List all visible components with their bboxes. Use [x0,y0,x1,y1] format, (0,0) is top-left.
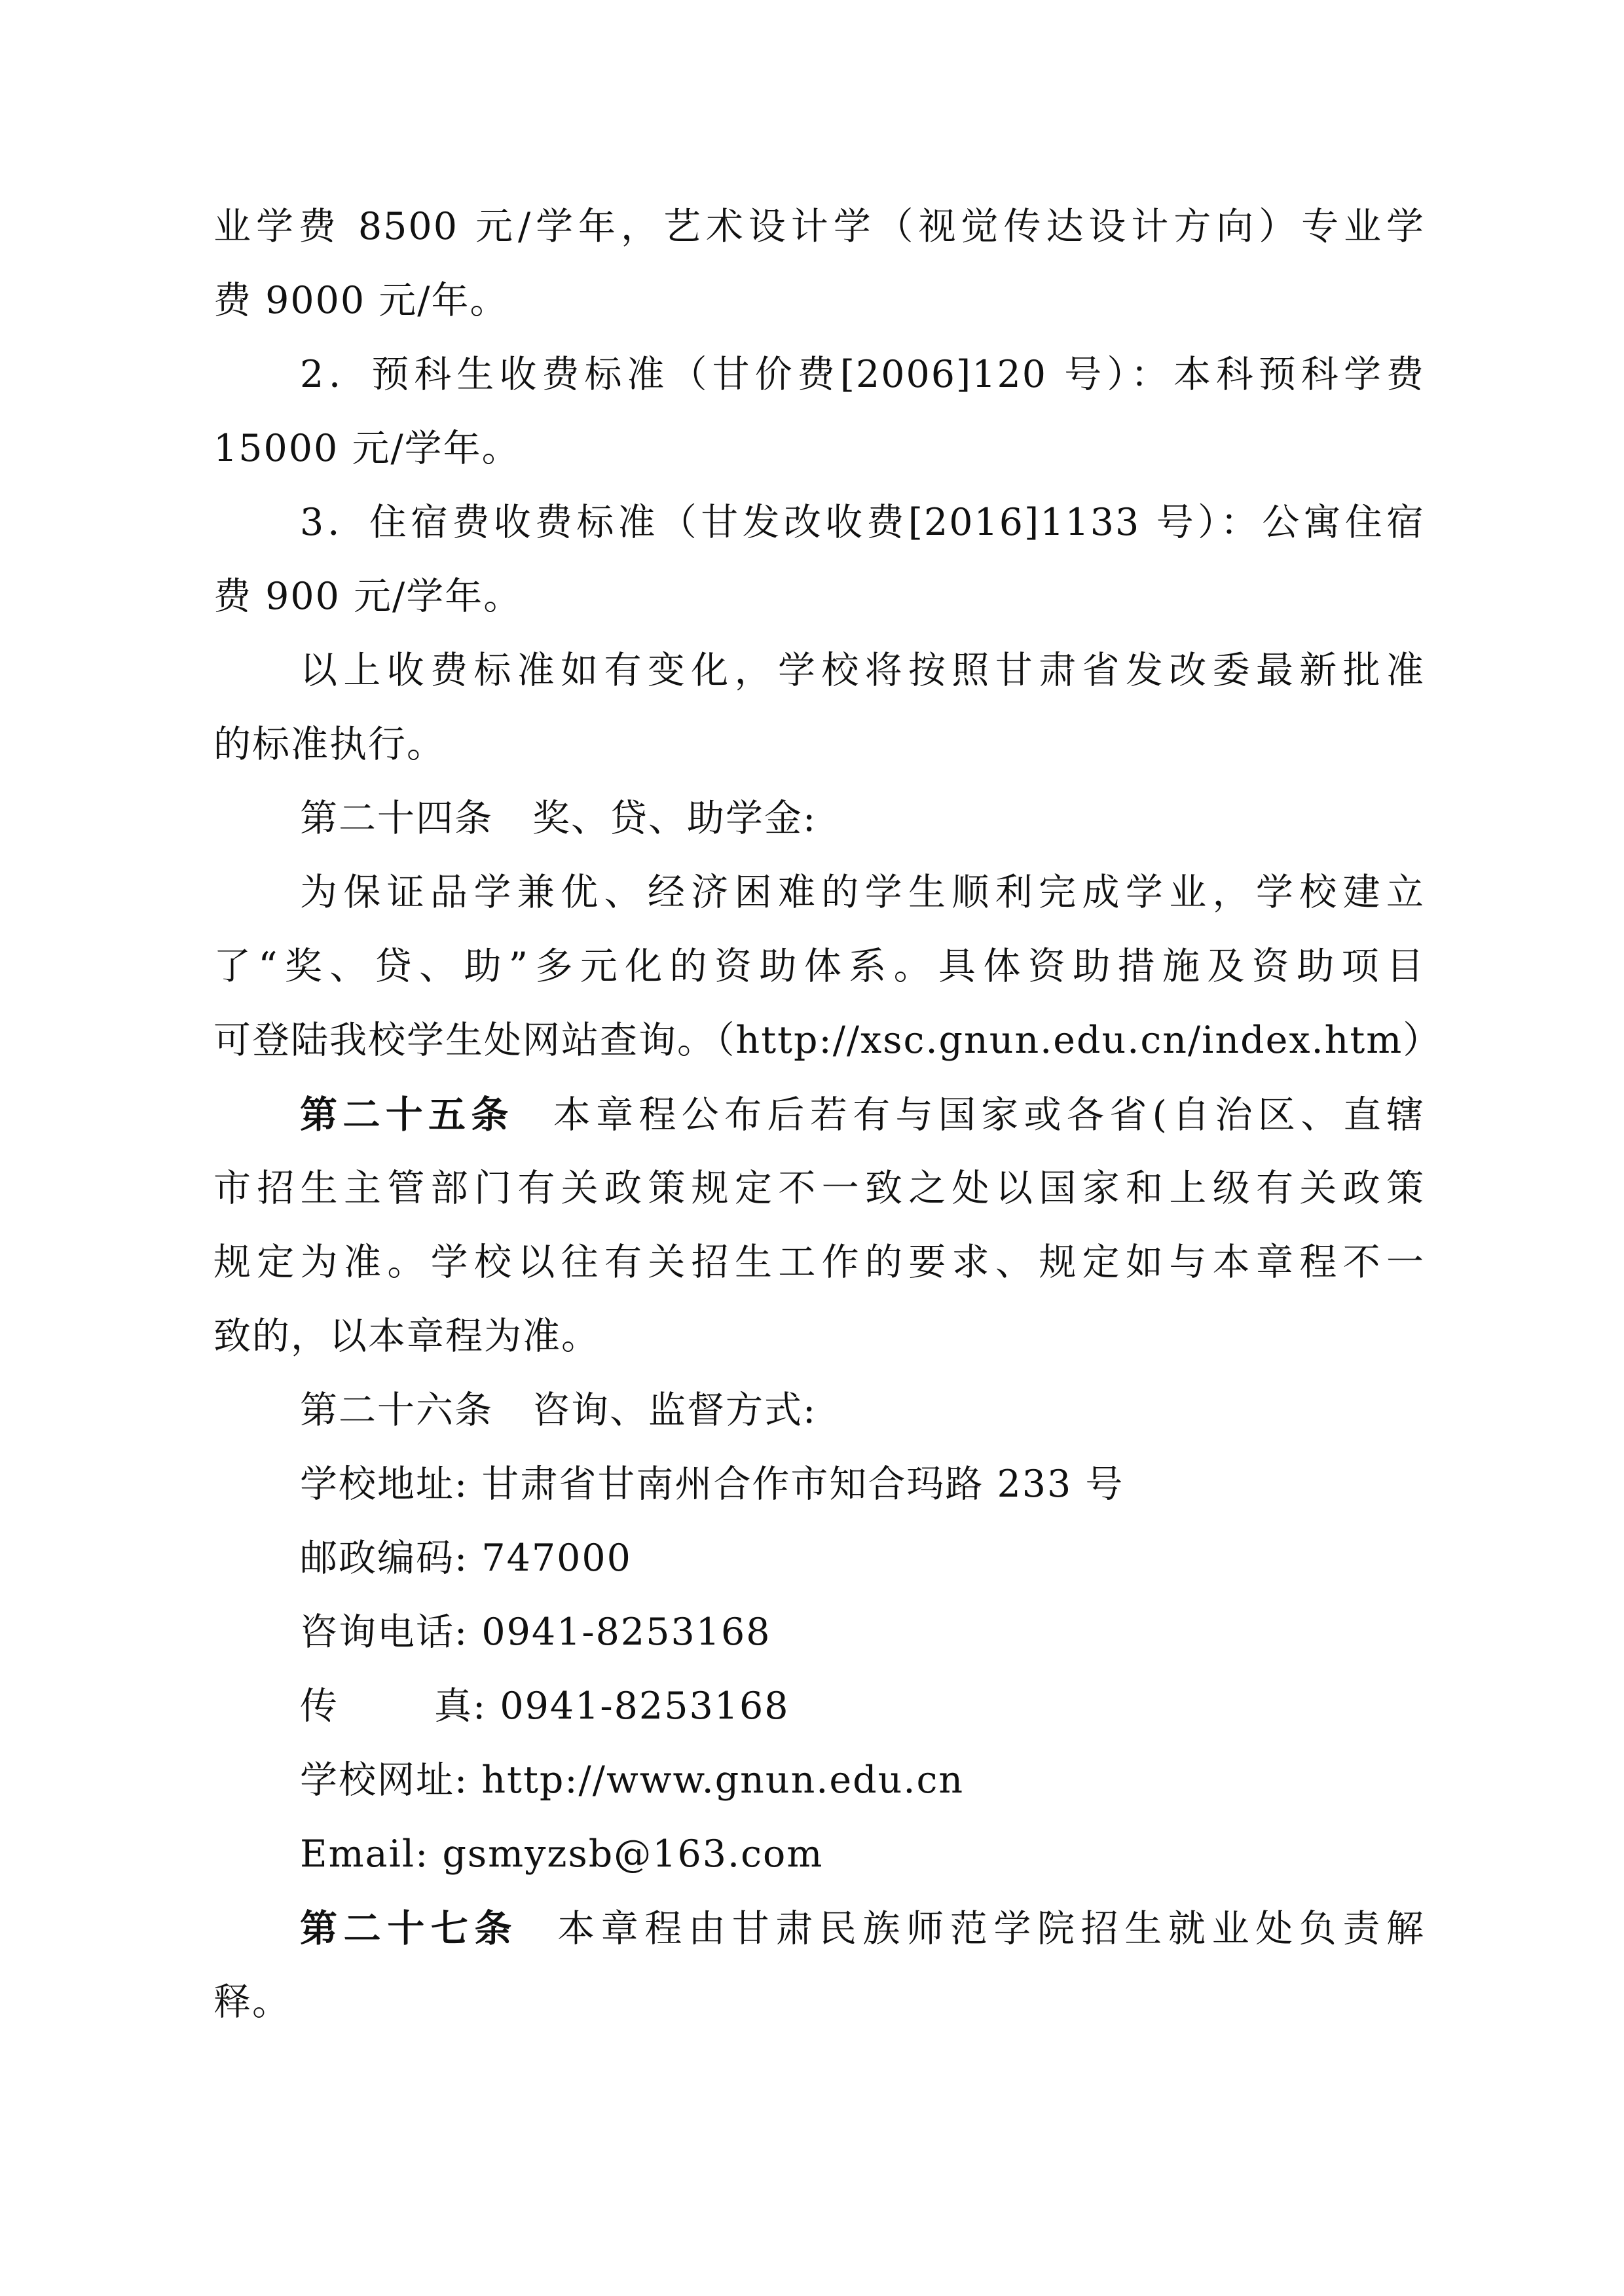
contact-value: 0941-8253168 [500,1685,790,1728]
contact-website [213,1743,1425,1817]
contact-label: 学校地址: [300,1463,469,1506]
text-line: 15000 元/学年。 [213,427,521,470]
contact-phone [213,1595,1425,1669]
article-label: 第二十四条 [300,797,493,840]
contact-email [213,1817,1425,1891]
contact-label: 真: [434,1685,487,1728]
article-text: 奖、贷、助学金: [532,797,817,840]
contact-fax [213,1669,1425,1743]
contact-address [213,1448,1425,1522]
text-line: 以上收费标准如有变化，学校将按照甘肃省发改委最新批准 [300,649,1425,692]
article-24 [213,782,1425,856]
text-line: 释。 [213,1980,291,2024]
text-line: 可登陆我校学生处网站查询。（http://xsc.gnun.edu.cn/index.htm） [213,1019,1442,1062]
contact-label: Email: [300,1832,430,1876]
contact-label: 邮政编码: [300,1537,469,1580]
article-27 [213,1891,1425,1965]
text-line: 市招生主管部门有关政策规定不一致之处以国家和上级有关政策 [213,1167,1425,1210]
contact-label: 传 [300,1685,339,1728]
contact-label: 学校网址: [300,1758,469,1802]
contact-value: 0941-8253168 [481,1611,771,1654]
text-line: 了“奖、贷、助”多元化的资助体系。具体资助措施及资助项目 [213,945,1425,988]
fee-item-accommodation: 3．住宿费收费标准（甘发改收费[2016]1133 号）：公寓住宿 [300,501,1425,544]
text-line: 费 900 元/学年。 [213,575,523,618]
article-label: 第二十五条 [300,1093,514,1137]
article-text: 本章程公布后若有与国家或各省(自治区、直辖 [553,1093,1425,1137]
text-line: 为保证品学兼优、经济困难的学生顺利完成学业，学校建立 [300,871,1425,914]
article-text: 本章程由甘肃民族师范学院招生就业处负责解 [557,1907,1425,1950]
contact-value: 甘肃省甘南州合作市知合玛路 233 号 [481,1463,1124,1506]
contact-value: gsmyzsb@163.com [442,1832,824,1876]
contact-label: 咨询电话: [300,1611,469,1654]
contact-value: http://www.gnun.edu.cn [481,1758,965,1802]
text-line: 规定为准。学校以往有关招生工作的要求、规定如与本章程不一 [213,1241,1425,1284]
document-page [213,190,1442,2039]
text-line: 费 9000 元/年。 [213,279,509,322]
article-label: 第二十六条 [300,1389,493,1432]
article-25 [213,1078,1425,1152]
article-text: 咨询、监督方式: [532,1389,817,1432]
text-line: 的标准执行。 [213,723,445,766]
fee-item-preparatory: 2．预科生收费标准（甘价费[2006]120 号）：本科预科学费 [300,353,1425,396]
contact-postcode [213,1522,1425,1595]
article-label: 第二十七条 [300,1906,519,1950]
text-line: 业学费 8500 元/学年，艺术设计学（视觉传达设计方向）专业学 [213,205,1426,248]
contact-value: 747000 [481,1537,632,1580]
text-line: 致的，以本章程为准。 [213,1315,600,1358]
article-26 [213,1374,1425,1448]
